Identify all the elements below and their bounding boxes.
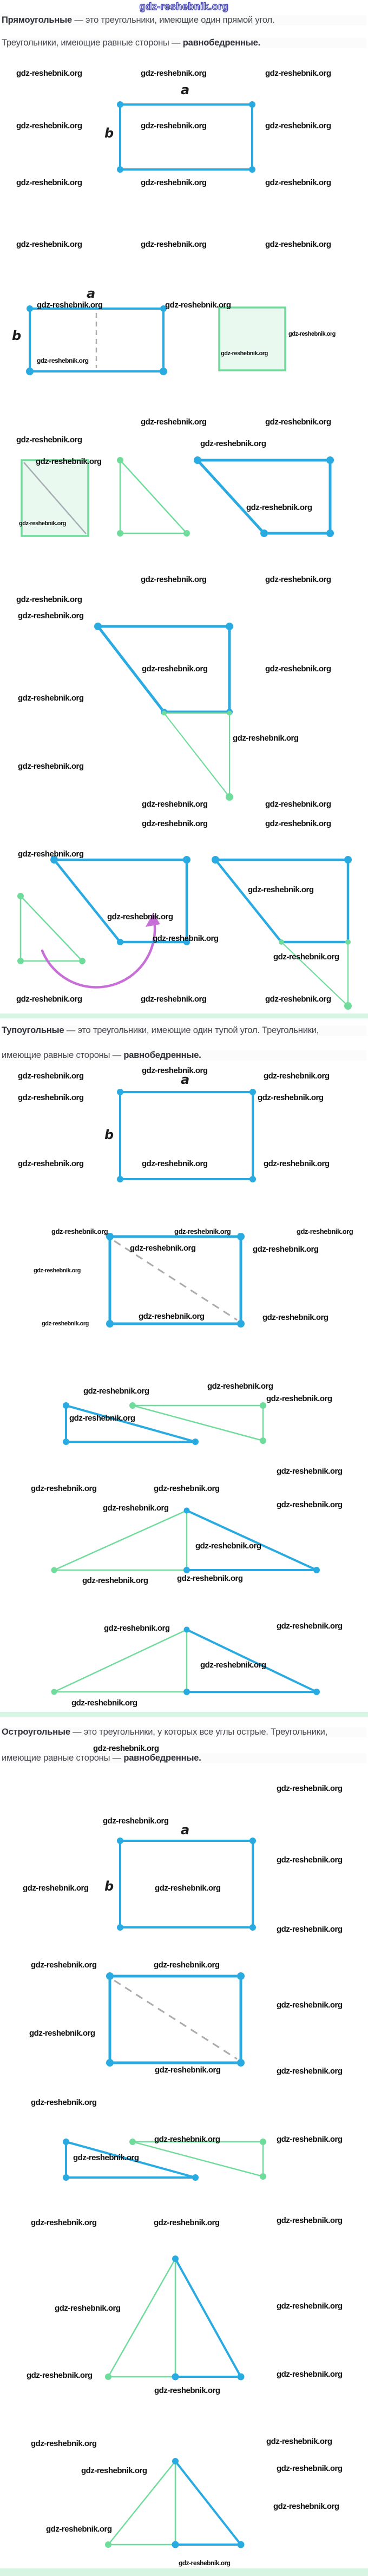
- watermark: gdz-reshebnik.org: [265, 417, 331, 427]
- watermark: gdz-reshebnik.org: [264, 1159, 330, 1168]
- watermark: gdz-reshebnik.org: [154, 1484, 220, 1493]
- fig-green-triangle-1: [129, 1402, 266, 1444]
- watermark: gdz-reshebnik.org: [141, 417, 207, 427]
- watermark: gdz-reshebnik.org: [18, 611, 84, 620]
- watermark: gdz-reshebnik.org: [71, 1698, 137, 1708]
- watermark: gdz-reshebnik.org: [31, 1484, 97, 1493]
- watermark: gdz-reshebnik.org: [195, 1541, 261, 1551]
- watermark: gdz-reshebnik.org: [18, 1071, 84, 1081]
- watermark: gdz-reshebnik.org: [179, 2559, 231, 2567]
- watermark: gdz-reshebnik.org: [265, 240, 331, 249]
- fig2-side-b-label: b: [12, 328, 22, 343]
- section2-term: Тупоугольные: [2, 1025, 64, 1035]
- fig11-side-a-label: a: [181, 1822, 190, 1838]
- watermark: gdz-reshebnik.org: [277, 1467, 343, 1476]
- watermark: gdz-reshebnik.org: [141, 178, 207, 187]
- watermark: gdz-reshebnik.org: [16, 121, 82, 130]
- watermark: gdz-reshebnik.org: [253, 1245, 319, 1254]
- watermark: gdz-reshebnik.org: [264, 1071, 330, 1081]
- watermark: gdz-reshebnik.org: [265, 69, 331, 78]
- watermark: gdz-reshebnik.org: [42, 1320, 89, 1327]
- watermark: gdz-reshebnik.org: [19, 520, 66, 527]
- fig-green-right-triangle-1: [117, 457, 190, 537]
- watermark: gdz-reshebnik.org: [265, 800, 331, 809]
- watermark: gdz-reshebnik.org: [277, 1855, 343, 1865]
- watermark: gdz-reshebnik.org: [273, 952, 339, 962]
- watermark: gdz-reshebnik.org: [277, 2464, 343, 2473]
- section2-line2-pre: имеющие равные стороны —: [2, 1050, 124, 1060]
- watermark: gdz-reshebnik.org: [142, 1066, 208, 1075]
- section2-line2-term: равнобедренные.: [123, 1050, 201, 1060]
- watermark: gdz-reshebnik.org: [16, 595, 82, 604]
- fig-blue-trapezoid-3: [50, 856, 190, 945]
- watermark: gdz-reshebnik.org: [262, 1313, 328, 1322]
- watermark: gdz-reshebnik.org: [142, 800, 208, 809]
- watermark: gdz-reshebnik.org: [27, 2371, 93, 2380]
- watermark: gdz-reshebnik.org: [265, 664, 331, 674]
- watermark: gdz-reshebnik.org: [139, 1312, 205, 1321]
- fig-blue-right-triangle-1: [63, 1402, 199, 1445]
- watermark: gdz-reshebnik.org: [277, 1784, 343, 1793]
- watermark: gdz-reshebnik.org: [142, 1159, 208, 1168]
- watermark: gdz-reshebnik.org: [51, 1227, 108, 1235]
- fig-blue-trapezoid-4: [212, 856, 352, 945]
- watermark: gdz-reshebnik.org: [31, 2218, 97, 2227]
- watermark: gdz-reshebnik.org: [265, 178, 331, 187]
- watermark: gdz-reshebnik.org: [16, 240, 82, 249]
- fig-blue-trapezoid-1: [194, 456, 334, 537]
- watermark: gdz-reshebnik.org: [277, 2135, 343, 2144]
- watermark: gdz-reshebnik.org: [82, 1576, 148, 1585]
- watermark: gdz-reshebnik.org: [18, 1093, 84, 1102]
- fig-green-right-triangle-2: [162, 711, 234, 801]
- watermark: gdz-reshebnik.org: [266, 2437, 332, 2446]
- watermark: gdz-reshebnik.org: [233, 734, 299, 743]
- watermark: gdz-reshebnik.org: [103, 1503, 169, 1513]
- watermark: gdz-reshebnik.org: [73, 2153, 139, 2162]
- section1-term: Прямоугольные: [2, 15, 72, 25]
- watermark: gdz-reshebnik.org: [277, 1622, 343, 1631]
- fig1-side-b-label: b: [104, 126, 114, 141]
- watermark: gdz-reshebnik.org: [154, 2386, 220, 2395]
- rotation-arrow-icon: [42, 913, 160, 987]
- watermark: gdz-reshebnik.org: [154, 2135, 220, 2144]
- watermark: gdz-reshebnik.org: [246, 503, 312, 512]
- watermark: gdz-reshebnik.org: [18, 1159, 84, 1168]
- watermark: gdz-reshebnik.org: [37, 300, 103, 310]
- watermark: gdz-reshebnik.org: [18, 762, 84, 771]
- watermark: gdz-reshebnik.org: [258, 1093, 324, 1102]
- watermark: gdz-reshebnik.org: [141, 995, 207, 1004]
- watermark: gdz-reshebnik.org: [277, 1925, 343, 1934]
- fig1-side-a-label: a: [181, 82, 190, 97]
- fig-rectangle-ab-2: [117, 1089, 256, 1182]
- watermark: gdz-reshebnik.org: [83, 1387, 149, 1396]
- watermark: gdz-reshebnik.org: [154, 1960, 220, 1970]
- fig-green-half-rectangle: [219, 308, 285, 370]
- watermark: gdz-reshebnik.org: [36, 457, 102, 466]
- fig-split-triangle-2: [51, 1627, 320, 1696]
- watermark: gdz-reshebnik.org: [153, 934, 219, 943]
- section3-term: Остроугольные: [2, 1727, 70, 1737]
- watermark: gdz-reshebnik.org: [154, 2218, 220, 2227]
- watermark: gdz-reshebnik.org: [265, 121, 331, 130]
- section1-line2-pre: Треугольники, имеющие равные стороны —: [2, 38, 183, 48]
- watermark: gdz-reshebnik.org: [155, 2065, 221, 2075]
- watermark: gdz-reshebnik.org: [207, 1382, 273, 1391]
- fig11-side-b-label: b: [104, 1879, 114, 1894]
- watermark: gdz-reshebnik.org: [248, 885, 314, 894]
- fig-green-right-triangle-3: [17, 893, 86, 964]
- watermark: gdz-reshebnik.org: [31, 2098, 97, 2107]
- watermark: gdz-reshebnik.org: [277, 2302, 343, 2311]
- watermark: gdz-reshebnik.org: [265, 995, 331, 1004]
- site-header-watermark: gdz-reshebnik.org: [139, 1, 229, 12]
- watermark: gdz-reshebnik.org: [46, 2525, 112, 2534]
- watermark: gdz-reshebnik.org: [277, 2216, 343, 2225]
- watermark: gdz-reshebnik.org: [288, 331, 336, 337]
- fig6-side-a-label: a: [181, 1072, 190, 1087]
- watermark: gdz-reshebnik.org: [141, 69, 207, 78]
- watermark: gdz-reshebnik.org: [29, 2029, 95, 2038]
- fig-split-triangle-1: [51, 1508, 320, 1574]
- watermark: gdz-reshebnik.org: [277, 2370, 343, 2379]
- fig-split-triangle-3: [105, 2255, 245, 2381]
- watermark: gdz-reshebnik.org: [297, 1227, 353, 1235]
- watermark: gdz-reshebnik.org: [55, 2304, 121, 2313]
- watermark: gdz-reshebnik.org: [141, 575, 207, 584]
- watermark: gdz-reshebnik.org: [31, 1960, 97, 1970]
- watermark: gdz-reshebnik.org: [103, 1816, 169, 1826]
- watermark: gdz-reshebnik.org: [200, 1660, 266, 1670]
- watermark: gdz-reshebnik.org: [23, 1884, 89, 1893]
- watermark: gdz-reshebnik.org: [18, 694, 84, 703]
- watermark: gdz-reshebnik.org: [277, 2000, 343, 2010]
- watermark: gdz-reshebnik.org: [130, 1244, 196, 1253]
- watermark: gdz-reshebnik.org: [16, 435, 82, 444]
- fig-rectangle-ab-1: [117, 101, 255, 173]
- watermark: gdz-reshebnik.org: [69, 1414, 135, 1423]
- section2-intro-rest: — это треугольники, имеющие один тупой угол. Треугольники,: [64, 1025, 319, 1035]
- watermark: gdz-reshebnik.org: [34, 1267, 81, 1274]
- section3-line2-pre: имеющие равные стороны —: [2, 1753, 124, 1763]
- section3-intro-rest: — это треугольники, у которых все углы острые. Треугольники,: [70, 1727, 328, 1737]
- fig2-side-a-label: a: [87, 286, 96, 301]
- section3-line2-term: равнобедренные.: [123, 1753, 201, 1763]
- watermark: gdz-reshebnik.org: [265, 575, 331, 584]
- section1-intro-rest: — это треугольники, имеющие один прямой угол.: [71, 15, 275, 25]
- watermark: gdz-reshebnik.org: [273, 2502, 339, 2511]
- watermark: gdz-reshebnik.org: [174, 1227, 231, 1235]
- fig6-side-b-label: b: [104, 1127, 114, 1142]
- watermark: gdz-reshebnik.org: [93, 1744, 159, 1753]
- watermark: gdz-reshebnik.org: [37, 357, 89, 364]
- watermark: gdz-reshebnik.org: [265, 819, 331, 828]
- watermark: gdz-reshebnik.org: [277, 1500, 343, 1509]
- watermark: gdz-reshebnik.org: [16, 69, 82, 78]
- watermark: gdz-reshebnik.org: [16, 995, 82, 1004]
- fig-rectangle-dashed-diagonal-2: [106, 1972, 245, 2067]
- watermark: gdz-reshebnik.org: [200, 439, 266, 448]
- watermark: gdz-reshebnik.org: [155, 1884, 221, 1893]
- watermark: gdz-reshebnik.org: [165, 300, 231, 310]
- watermark: gdz-reshebnik.org: [18, 849, 84, 859]
- watermark: gdz-reshebnik.org: [104, 1624, 170, 1633]
- watermark: gdz-reshebnik.org: [142, 664, 208, 674]
- watermark: gdz-reshebnik.org: [16, 178, 82, 187]
- watermark: gdz-reshebnik.org: [141, 240, 207, 249]
- watermark: gdz-reshebnik.org: [277, 2067, 343, 2076]
- section1-line2-term: равнобедренные.: [182, 38, 261, 48]
- watermark: gdz-reshebnik.org: [266, 1394, 332, 1403]
- watermark: gdz-reshebnik.org: [142, 819, 208, 828]
- watermark: gdz-reshebnik.org: [221, 350, 268, 357]
- watermark: gdz-reshebnik.org: [31, 2439, 97, 2448]
- watermark: gdz-reshebnik.org: [81, 2466, 147, 2475]
- watermark: gdz-reshebnik.org: [107, 912, 173, 921]
- fig-green-triangle-2: [129, 2139, 266, 2180]
- fig-rectangle-dashed-midline: [26, 305, 167, 375]
- watermark: gdz-reshebnik.org: [177, 1574, 243, 1583]
- watermark: gdz-reshebnik.org: [141, 121, 207, 130]
